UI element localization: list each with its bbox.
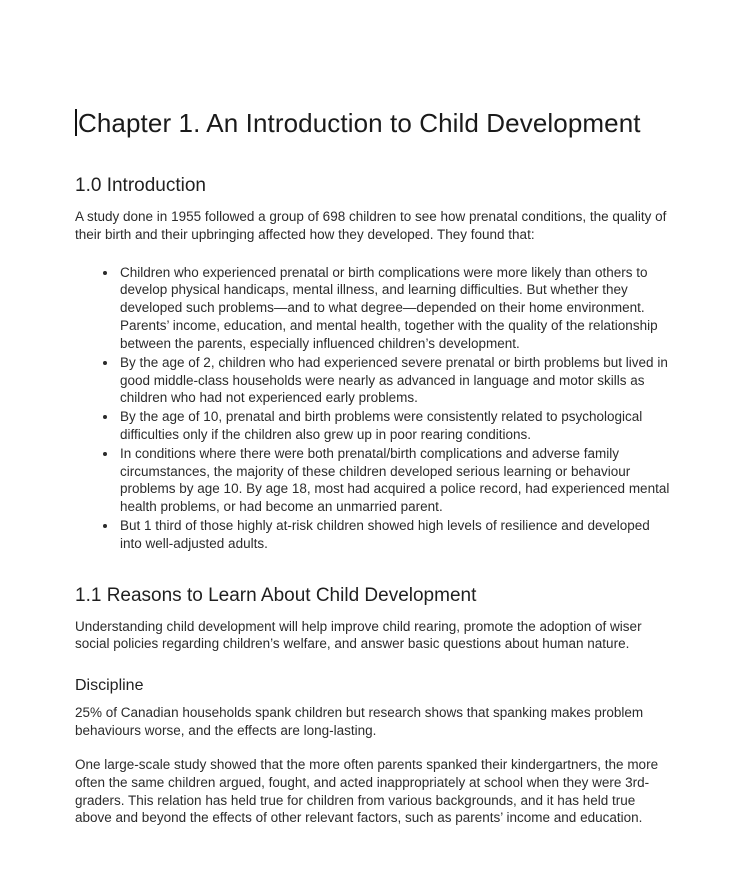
section-heading-1-0: 1.0 Introduction <box>75 175 206 196</box>
discipline-paragraph-2: One large-scale study showed that the more often parents spanked their kindergartners, the more often the same children argued, fought, and acted inappropriately at school when they were 3rd-graders. This relation has held true for children from various backgrounds, and it has held true above and beyond the effects of other relevant factors, such as parents’ income and education. <box>75 756 659 826</box>
bullet-item: • In conditions where there were both prenatal/birth complications and adverse family circumstances, the majority of these children developed serious learning or behaviour problems by age 10. By age 18, most had acquired a police record, had experienced mental health problems, or had become an unmarried parent. <box>118 445 675 516</box>
bullet-item: • But 1 third of those highly at-risk children showed high levels of resilience and developed into well-adjusted adults. <box>118 517 675 553</box>
bullet-item: • By the age of 10, prenatal and birth problems were consistently related to psychological difficulties only if the children also grew up in poor rearing conditions. <box>118 408 675 444</box>
bullet-item: • Children who experienced prenatal or birth complications were more likely than others to develop physical handicaps, mental illness, and learning difficulties. But whether they developed such problems—and to what degree—depended on their home environment. Parents’ income, education, and mental health, together with the quality of the relationship between the parents, especially influenced children’s development. <box>118 264 675 353</box>
bullet-item: • By the age of 2, children who had experienced severe prenatal or birth problems but lived in good middle-class households were nearly as advanced in language and motor skills as children who had not experienced early problems. <box>118 354 675 407</box>
chapter-title <box>75 108 675 139</box>
section-heading-1-1: 1.1 Reasons to Learn About Child Development <box>75 584 477 606</box>
intro-paragraph: A study done in 1955 followed a group of 698 children to see how prenatal conditions, the quality of their birth and their upbringing affected how they developed. They found that: <box>75 209 667 242</box>
chapter-title-text: Chapter 1. An Introduction to Child Development <box>78 108 641 138</box>
text-cursor-caret <box>75 109 77 136</box>
findings-bullet-list <box>75 264 675 553</box>
discipline-paragraph-1: 25% of Canadian households spank children but research shows that spanking makes problem behaviours worse, and the effects are long-lasting. <box>75 705 644 739</box>
reasons-paragraph: Understanding child development will help improve child rearing, promote the adoption of wiser social policies regarding children’s welfare, and answer basic questions about human nature. <box>75 618 642 652</box>
discipline-heading: Discipline <box>75 677 144 695</box>
